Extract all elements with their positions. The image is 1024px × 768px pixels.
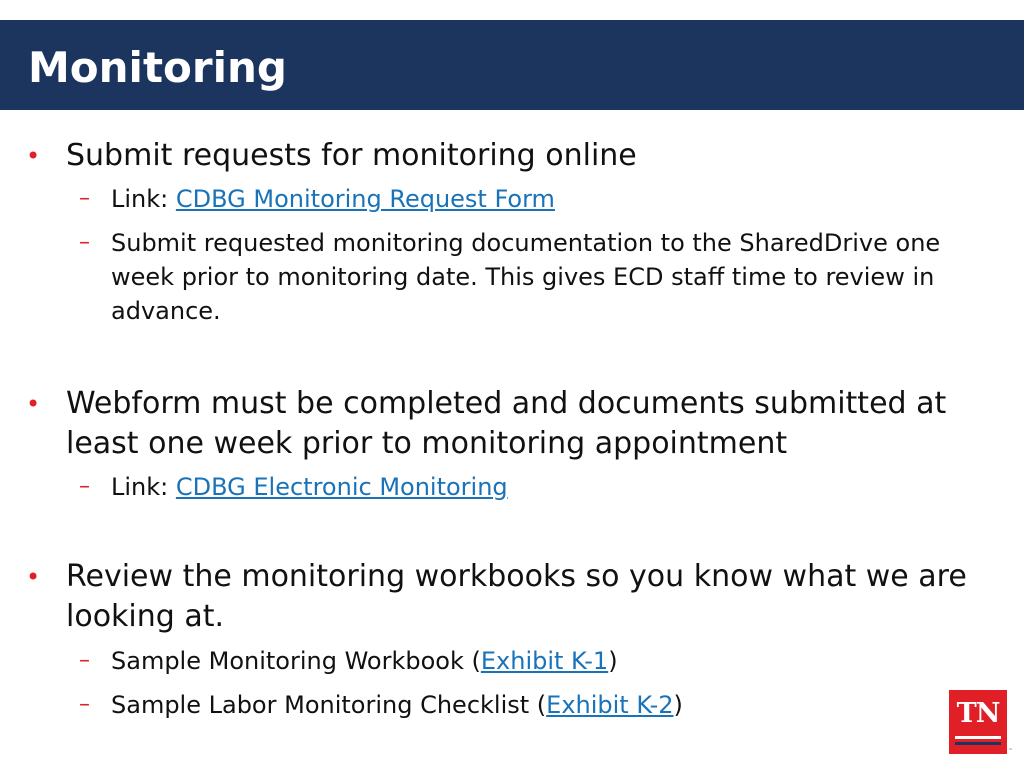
dash-icon: – [79, 692, 90, 717]
sub-prefix: Sample Monitoring Workbook ( [111, 647, 481, 675]
sub-prefix: Sample Labor Monitoring Checklist ( [111, 691, 547, 719]
logo-stripe-blue [955, 742, 1001, 745]
bullet-3 [26, 557, 986, 637]
bullet-3-sub-1 [79, 644, 991, 678]
logo-stripe-white [955, 736, 1001, 739]
sub-prefix: Link: [111, 185, 176, 213]
sub-suffix: ) [608, 647, 618, 675]
dash-icon: – [79, 186, 90, 211]
bullet-icon: • [26, 563, 41, 591]
dash-icon: – [79, 230, 90, 255]
sub-prefix: Link: [111, 473, 176, 501]
sub-suffix: ) [673, 691, 683, 719]
bullet-2-text: Webform must be completed and documents submitted at least one week prior to monitoring appointment [66, 386, 947, 461]
bullet-icon: • [26, 142, 41, 170]
cdbg-monitoring-request-form-link[interactable]: CDBG Monitoring Request Form [175, 185, 555, 213]
tn-logo-text: TN [956, 698, 1000, 729]
bullet-icon: • [26, 390, 41, 418]
cdbg-electronic-monitoring-link[interactable]: CDBG Electronic Monitoring [175, 473, 508, 501]
exhibit-k1-link[interactable]: Exhibit K-1 [480, 647, 609, 675]
bullet-1-sub-2 [79, 226, 991, 328]
bullet-2-sub-1 [79, 470, 991, 504]
sub-text: Submit requested monitoring documentation to the SharedDrive one week prior to monitoring date. This gives ECD staff time to review in advance. [111, 229, 941, 325]
bullet-3-sub-2 [79, 688, 991, 722]
dash-icon: – [79, 474, 90, 499]
bullet-1-text: Submit requests for monitoring online [66, 138, 637, 173]
bullet-2 [26, 384, 986, 464]
exhibit-k2-link[interactable]: Exhibit K-2 [546, 691, 674, 719]
bullet-1-sub-1 [79, 182, 991, 216]
tn-logo [949, 690, 1007, 754]
slide-title: Monitoring [28, 43, 287, 92]
bullet-3-text: Review the monitoring workbooks so you know what we are looking at. [66, 559, 967, 634]
logo-trademark: ™ [1008, 748, 1013, 754]
bullet-1 [26, 136, 986, 176]
dash-icon: – [79, 648, 90, 673]
